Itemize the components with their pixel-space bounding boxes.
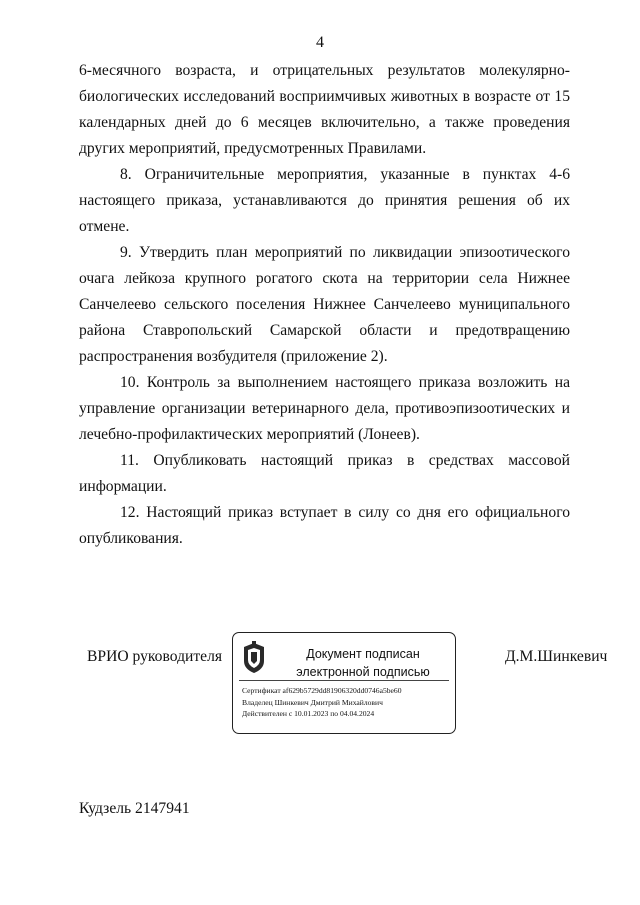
paragraph-11: 11. Опубликовать настоящий приказ в средствах массовой информации. (79, 452, 570, 495)
stamp-owner: Владелец Шинкевич Дмитрий Михайлович (242, 697, 383, 707)
electronic-signature-stamp (232, 632, 456, 734)
stamp-title-line-2: электронной подписью (296, 665, 430, 679)
paragraph-8: 8. Ограничительные мероприятия, указанные в пунктах 4-6 настоящего приказа, устанавливаются до принятия решения об их отмене. (79, 166, 570, 235)
paragraph-continuation: 6-месячного возраста, и отрицательных результатов молекулярно-биологических исследований восприимчивых животных в возрасте от 15 календарных дней до 6 месяцев включительно, а также проведения других мероприятий, предусмотренных Правилами. (79, 62, 570, 157)
coat-of-arms-icon (241, 641, 267, 675)
stamp-title-line-1: Документ подписан (306, 647, 420, 661)
paragraph-9: 9. Утвердить план мероприятий по ликвидации эпизоотического очага лейкоза крупного рогатого скота на территории села Нижнее Санчелеево сельского поселения Нижнее Санчелеево муниципального района Ставропольский Самарской области и предотвращению распространения возбудителя (приложение 2). (79, 244, 570, 365)
stamp-validity: Действителен с 10.01.2023 по 04.04.2024 (242, 709, 375, 718)
executor-note: Кудзель 2147941 (79, 800, 190, 817)
signatory-position: ВРИО руководителя (87, 648, 223, 665)
paragraph-10: 10. Контроль за выполнением настоящего приказа возложить на управление организации ветеринарного дела, противоэпизоотических и лечебно-профилактических мероприятий (Лонеев). (79, 374, 570, 443)
stamp-details (242, 685, 454, 720)
stamp-certificate: Сертификат af629b5729dd81906320dd0746a5be60 (242, 686, 402, 695)
page-number: 4 (316, 34, 324, 51)
paragraph-12: 12. Настоящий приказ вступает в силу со дня его официального опубликования. (79, 504, 570, 547)
stamp-title (273, 645, 453, 681)
document-body (79, 58, 570, 552)
stamp-divider (239, 680, 449, 681)
signatory-name: Д.М.Шинкевич (505, 648, 608, 665)
